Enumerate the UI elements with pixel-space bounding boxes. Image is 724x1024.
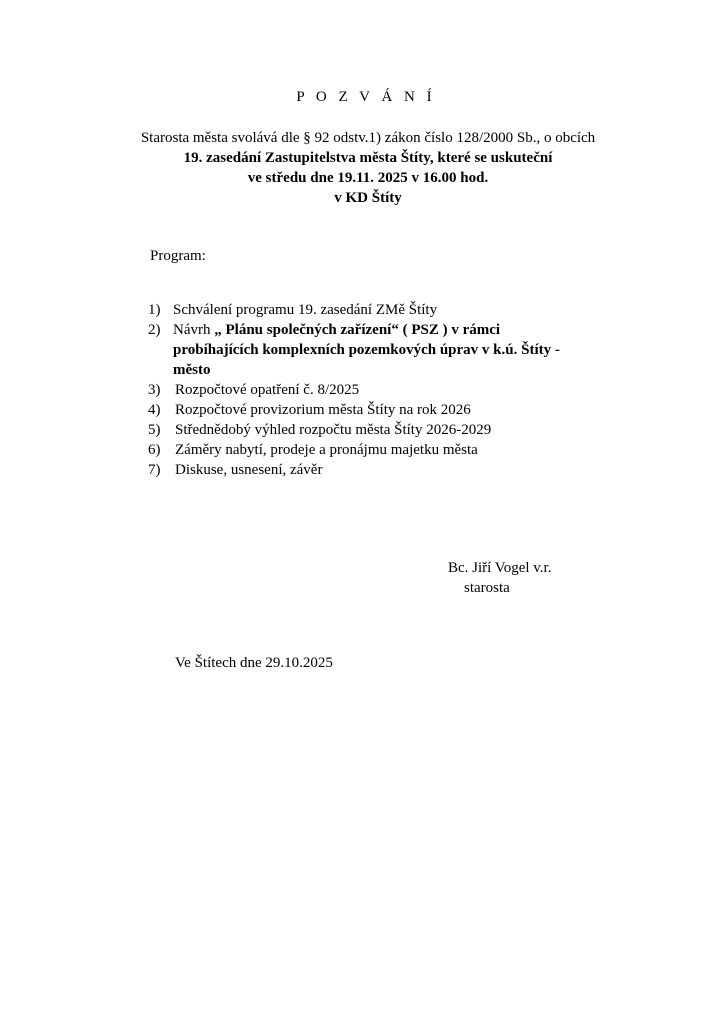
intro-meeting-venue: v KD Štíty — [334, 190, 402, 206]
agenda-item — [0, 441, 724, 461]
agenda-item-number: 3) — [148, 382, 161, 398]
agenda-item-text: Rozpočtové opatření č. 8/2025 — [175, 382, 360, 398]
signature-name: Bc. Jiří Vogel v.r. — [448, 560, 552, 576]
agenda-item-number: 7) — [148, 462, 161, 478]
agenda-item-text: Diskuse, usnesení, závěr — [175, 462, 323, 478]
agenda-item — [0, 301, 724, 321]
program-label: Program: — [150, 248, 206, 264]
agenda-item-prefix: Návrh — [173, 322, 211, 338]
document-title: P O Z V Á N Í — [296, 89, 436, 105]
agenda-item-text — [173, 321, 560, 381]
agenda-item-number: 2) — [148, 322, 161, 338]
agenda-item-number: 5) — [148, 422, 161, 438]
agenda-item — [0, 381, 724, 401]
agenda-item-text: Schválení programu 19. zasedání ZMě Štíty — [173, 302, 438, 318]
agenda-item-text: Záměry nabytí, prodeje a pronájmu majetku města — [175, 442, 478, 458]
invitation-intro — [0, 129, 724, 209]
agenda-item-bold-line-1: „ Plánu společných zařízení“ ( PSZ ) v rámci — [210, 322, 501, 338]
agenda-item-text: Rozpočtové provizorium města Štíty na rok 2026 — [175, 402, 471, 418]
place-and-date: Ve Štítech dne 29.10.2025 — [175, 655, 333, 671]
agenda-item-bold-line-2: probíhajících komplexních pozemkových úprav v k.ú. Štíty - — [173, 342, 560, 358]
agenda-item — [0, 321, 724, 381]
agenda-item-number: 1) — [148, 302, 161, 318]
intro-legal-basis: Starosta města svolává dle § 92 odstv.1) zákon číslo 128/2000 Sb., o obcích — [140, 130, 596, 146]
agenda-item-number: 6) — [148, 442, 161, 458]
agenda-item-bold-line-3: město — [173, 362, 211, 378]
signature-role: starosta — [464, 580, 510, 596]
agenda-item — [0, 421, 724, 441]
agenda-item-text: Střednědobý výhled rozpočtu města Štíty 2026-2029 — [175, 422, 492, 438]
intro-meeting-name: 19. zasedání Zastupitelstva města Štíty, které se uskuteční — [183, 150, 553, 166]
agenda-list — [0, 301, 724, 481]
agenda-item-number: 4) — [148, 402, 161, 418]
agenda-item — [0, 401, 724, 421]
agenda-item — [0, 461, 724, 481]
intro-meeting-date: ve středu dne 19.11. 2025 v 16.00 hod. — [247, 170, 489, 186]
signature-block — [448, 559, 551, 599]
